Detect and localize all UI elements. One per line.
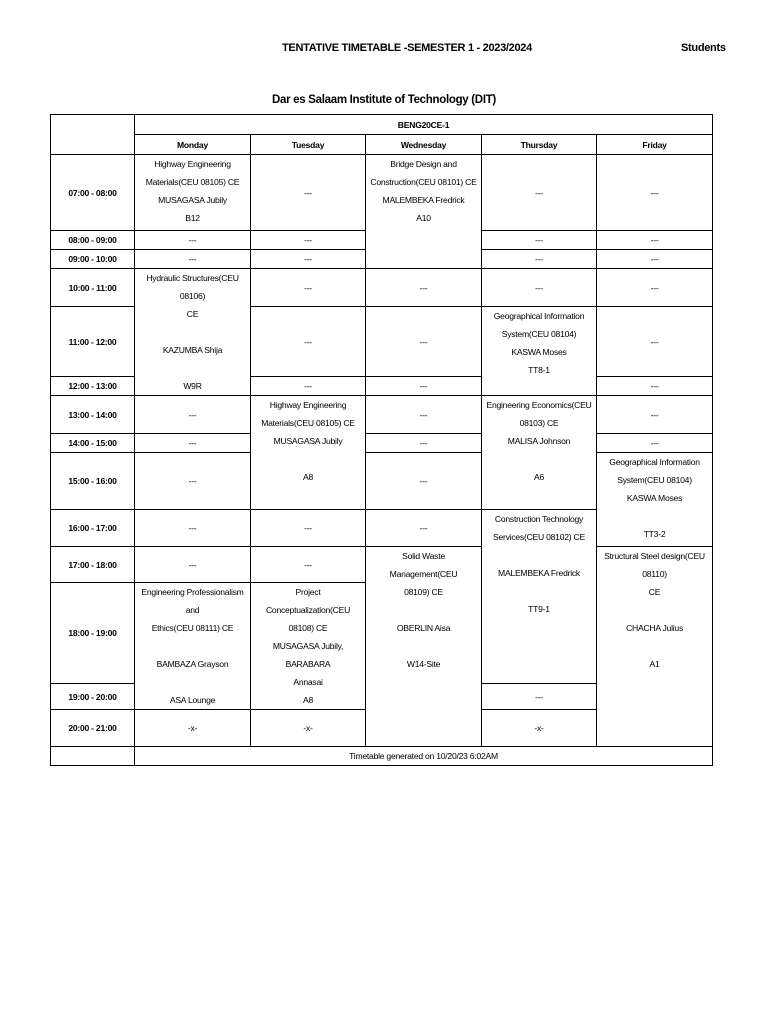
empty-slot: --- (366, 396, 482, 434)
empty-slot: --- (251, 231, 366, 250)
empty-slot: --- (366, 510, 482, 547)
corner-cell (51, 115, 135, 155)
empty-slot: --- (251, 547, 366, 583)
class-block (366, 155, 482, 269)
class-block-line: Hydraulic Structures(CEU 08106) (146, 273, 239, 301)
class-block-line: 08108) CE (288, 623, 328, 633)
class-block-line: KASWA Moses (626, 493, 683, 503)
day-header: Monday (135, 135, 251, 155)
footer-corner (51, 747, 135, 766)
class-block (251, 583, 366, 710)
class-block-line: Services(CEU 08102) CE (493, 532, 585, 542)
class-block-line: Materials(CEU 08105) CE (145, 177, 240, 187)
class-block (366, 547, 482, 747)
empty-slot: --- (135, 231, 251, 250)
class-block (482, 307, 597, 396)
time-slot: 16:00 - 17:00 (51, 510, 135, 547)
empty-slot: --- (366, 453, 482, 510)
class-block-line: Solid Waste Management(CEU (389, 551, 458, 579)
empty-slot: --- (366, 377, 482, 396)
empty-slot: --- (251, 510, 366, 547)
day-header: Wednesday (366, 135, 482, 155)
empty-slot: --- (597, 434, 713, 453)
time-slot: 07:00 - 08:00 (51, 155, 135, 231)
class-block-line: Bridge Design and (390, 159, 457, 169)
class-block-line: CE (648, 587, 661, 597)
empty-slot: --- (482, 684, 597, 710)
group-header: BENG20CE-1 (135, 115, 713, 135)
class-block (135, 269, 251, 396)
class-block-line: 08103) CE (519, 418, 559, 428)
empty-slot: --- (251, 269, 366, 307)
class-block (597, 547, 713, 747)
timetable-title: TENTATIVE TIMETABLE -SEMESTER 1 - 2023/2024 (282, 42, 532, 54)
class-block-line: KASWA Moses (511, 347, 567, 357)
class-block-line: Geographical Information (609, 457, 700, 467)
class-block-line (137, 359, 248, 377)
class-block-line: Construction Technology (494, 514, 584, 524)
class-block-line (484, 582, 594, 600)
class-block-line: A10 (416, 213, 431, 223)
empty-slot: --- (482, 250, 597, 269)
time-slot: 17:00 - 18:00 (51, 547, 135, 583)
class-block-line: Engineering Economics(CEU (486, 400, 592, 410)
class-block (135, 583, 251, 710)
class-block-line (599, 601, 710, 619)
class-block-line: ASA Lounge (169, 695, 216, 705)
time-slot: 08:00 - 09:00 (51, 231, 135, 250)
class-block-line: W14-Site (406, 659, 441, 669)
empty-slot: --- (366, 307, 482, 377)
class-block (597, 453, 713, 547)
time-slot: 18:00 - 19:00 (51, 583, 135, 684)
class-block-line: KAZUMBA Shija (162, 345, 223, 355)
empty-slot: --- (251, 155, 366, 231)
class-block-line: Project Conceptualization(CEU (265, 587, 351, 615)
class-block-line: MALEMBEKA Fredrick (498, 568, 580, 578)
empty-slot: --- (597, 307, 713, 377)
class-block (135, 155, 251, 231)
class-block-line (137, 673, 248, 691)
empty-slot: --- (597, 231, 713, 250)
class-block-line: Engineering Professionalism and (141, 587, 244, 615)
audience-label: Students (681, 42, 726, 54)
empty-slot: --- (597, 269, 713, 307)
class-block-line (599, 507, 710, 525)
class-block-line: MUSAGASA Jubily (158, 195, 227, 205)
empty-slot: --- (366, 434, 482, 453)
class-block-line: MUSAGASA Jubily (273, 436, 343, 446)
day-header: Tuesday (251, 135, 366, 155)
class-block-line: Annasai (293, 677, 323, 687)
time-slot: 13:00 - 14:00 (51, 396, 135, 434)
empty-slot: --- (135, 434, 251, 453)
class-block-line: CHACHA Julius (626, 623, 683, 633)
time-slot: 15:00 - 16:00 (51, 453, 135, 510)
day-header: Thursday (482, 135, 597, 155)
time-slot: 19:00 - 20:00 (51, 684, 135, 710)
empty-slot: --- (135, 453, 251, 510)
time-slot: 09:00 - 10:00 (51, 250, 135, 269)
class-block-line: A8 (302, 695, 313, 705)
class-block-line: A8 (302, 472, 313, 482)
class-block-line: System(CEU 08104) (617, 475, 692, 485)
class-block-line: TT3-2 (643, 529, 666, 539)
generated-note: Timetable generated on 10/20/23 6:02AM (135, 747, 713, 766)
time-slot: 12:00 - 13:00 (51, 377, 135, 396)
end-mark: -x- (135, 710, 251, 747)
class-block-line: TT9-1 (528, 604, 550, 614)
class-block-line (484, 450, 594, 468)
class-block (251, 396, 366, 510)
class-block-line: Materials(CEU 08105) CE (261, 418, 355, 428)
class-block-line: BAMBAZA Grayson (156, 659, 229, 669)
timetable-grid (50, 114, 713, 766)
class-block-line: Highway Engineering (154, 159, 231, 169)
class-block-line (137, 637, 248, 655)
empty-slot: --- (597, 377, 713, 396)
class-block-line: Ethics(CEU 08111) CE (151, 623, 234, 633)
time-slot: 20:00 - 21:00 (51, 710, 135, 747)
class-block-line: TT8-1 (528, 365, 550, 375)
empty-slot: --- (482, 155, 597, 231)
class-block-line (484, 546, 594, 564)
class-block-line: System(CEU 08104) (501, 329, 577, 339)
empty-slot: --- (482, 269, 597, 307)
empty-slot: --- (251, 377, 366, 396)
time-slot: 11:00 - 12:00 (51, 307, 135, 377)
class-block-line (599, 637, 710, 655)
class-block-line: A6 (533, 472, 544, 482)
empty-slot: --- (597, 396, 713, 434)
class-block-line: MALISA Johnson (507, 436, 571, 446)
class-block-line: Structural Steel design(CEU 08110) (604, 551, 705, 579)
end-mark: -x- (251, 710, 366, 747)
empty-slot: --- (251, 250, 366, 269)
class-block-line: OBERLIN Aisa (396, 623, 451, 633)
class-block-line: 08109) CE (404, 587, 443, 597)
class-block-line: CE (186, 309, 199, 319)
empty-slot: --- (597, 250, 713, 269)
empty-slot: --- (135, 547, 251, 583)
time-slot: 14:00 - 15:00 (51, 434, 135, 453)
empty-slot: --- (135, 396, 251, 434)
class-block-line: Geographical Information (493, 311, 585, 321)
day-header: Friday (597, 135, 713, 155)
class-block-line: Highway Engineering (269, 400, 347, 410)
time-slot: 10:00 - 11:00 (51, 269, 135, 307)
class-block-line: W9R (183, 381, 202, 391)
empty-slot: --- (366, 269, 482, 307)
class-block (482, 510, 597, 684)
class-block-line: A1 (649, 659, 660, 669)
end-mark: -x- (482, 710, 597, 747)
class-block-line: MUSAGASA Jubily, BARABARA (272, 641, 344, 669)
empty-slot: --- (597, 155, 713, 231)
class-block-line (253, 450, 363, 468)
institute-name: Dar es Salaam Institute of Technology (DIT) (272, 94, 496, 106)
class-block-line: B12 (185, 213, 200, 223)
empty-slot: --- (135, 250, 251, 269)
class-block (482, 396, 597, 510)
class-block-line: Construction(CEU 08101) CE (370, 177, 477, 187)
class-block-line (368, 637, 479, 655)
class-block-line (368, 601, 479, 619)
empty-slot: --- (251, 307, 366, 377)
empty-slot: --- (135, 510, 251, 547)
empty-slot: --- (482, 231, 597, 250)
class-block-line: MALEMBEKA Fredrick (382, 195, 465, 205)
class-block-line (137, 323, 248, 341)
